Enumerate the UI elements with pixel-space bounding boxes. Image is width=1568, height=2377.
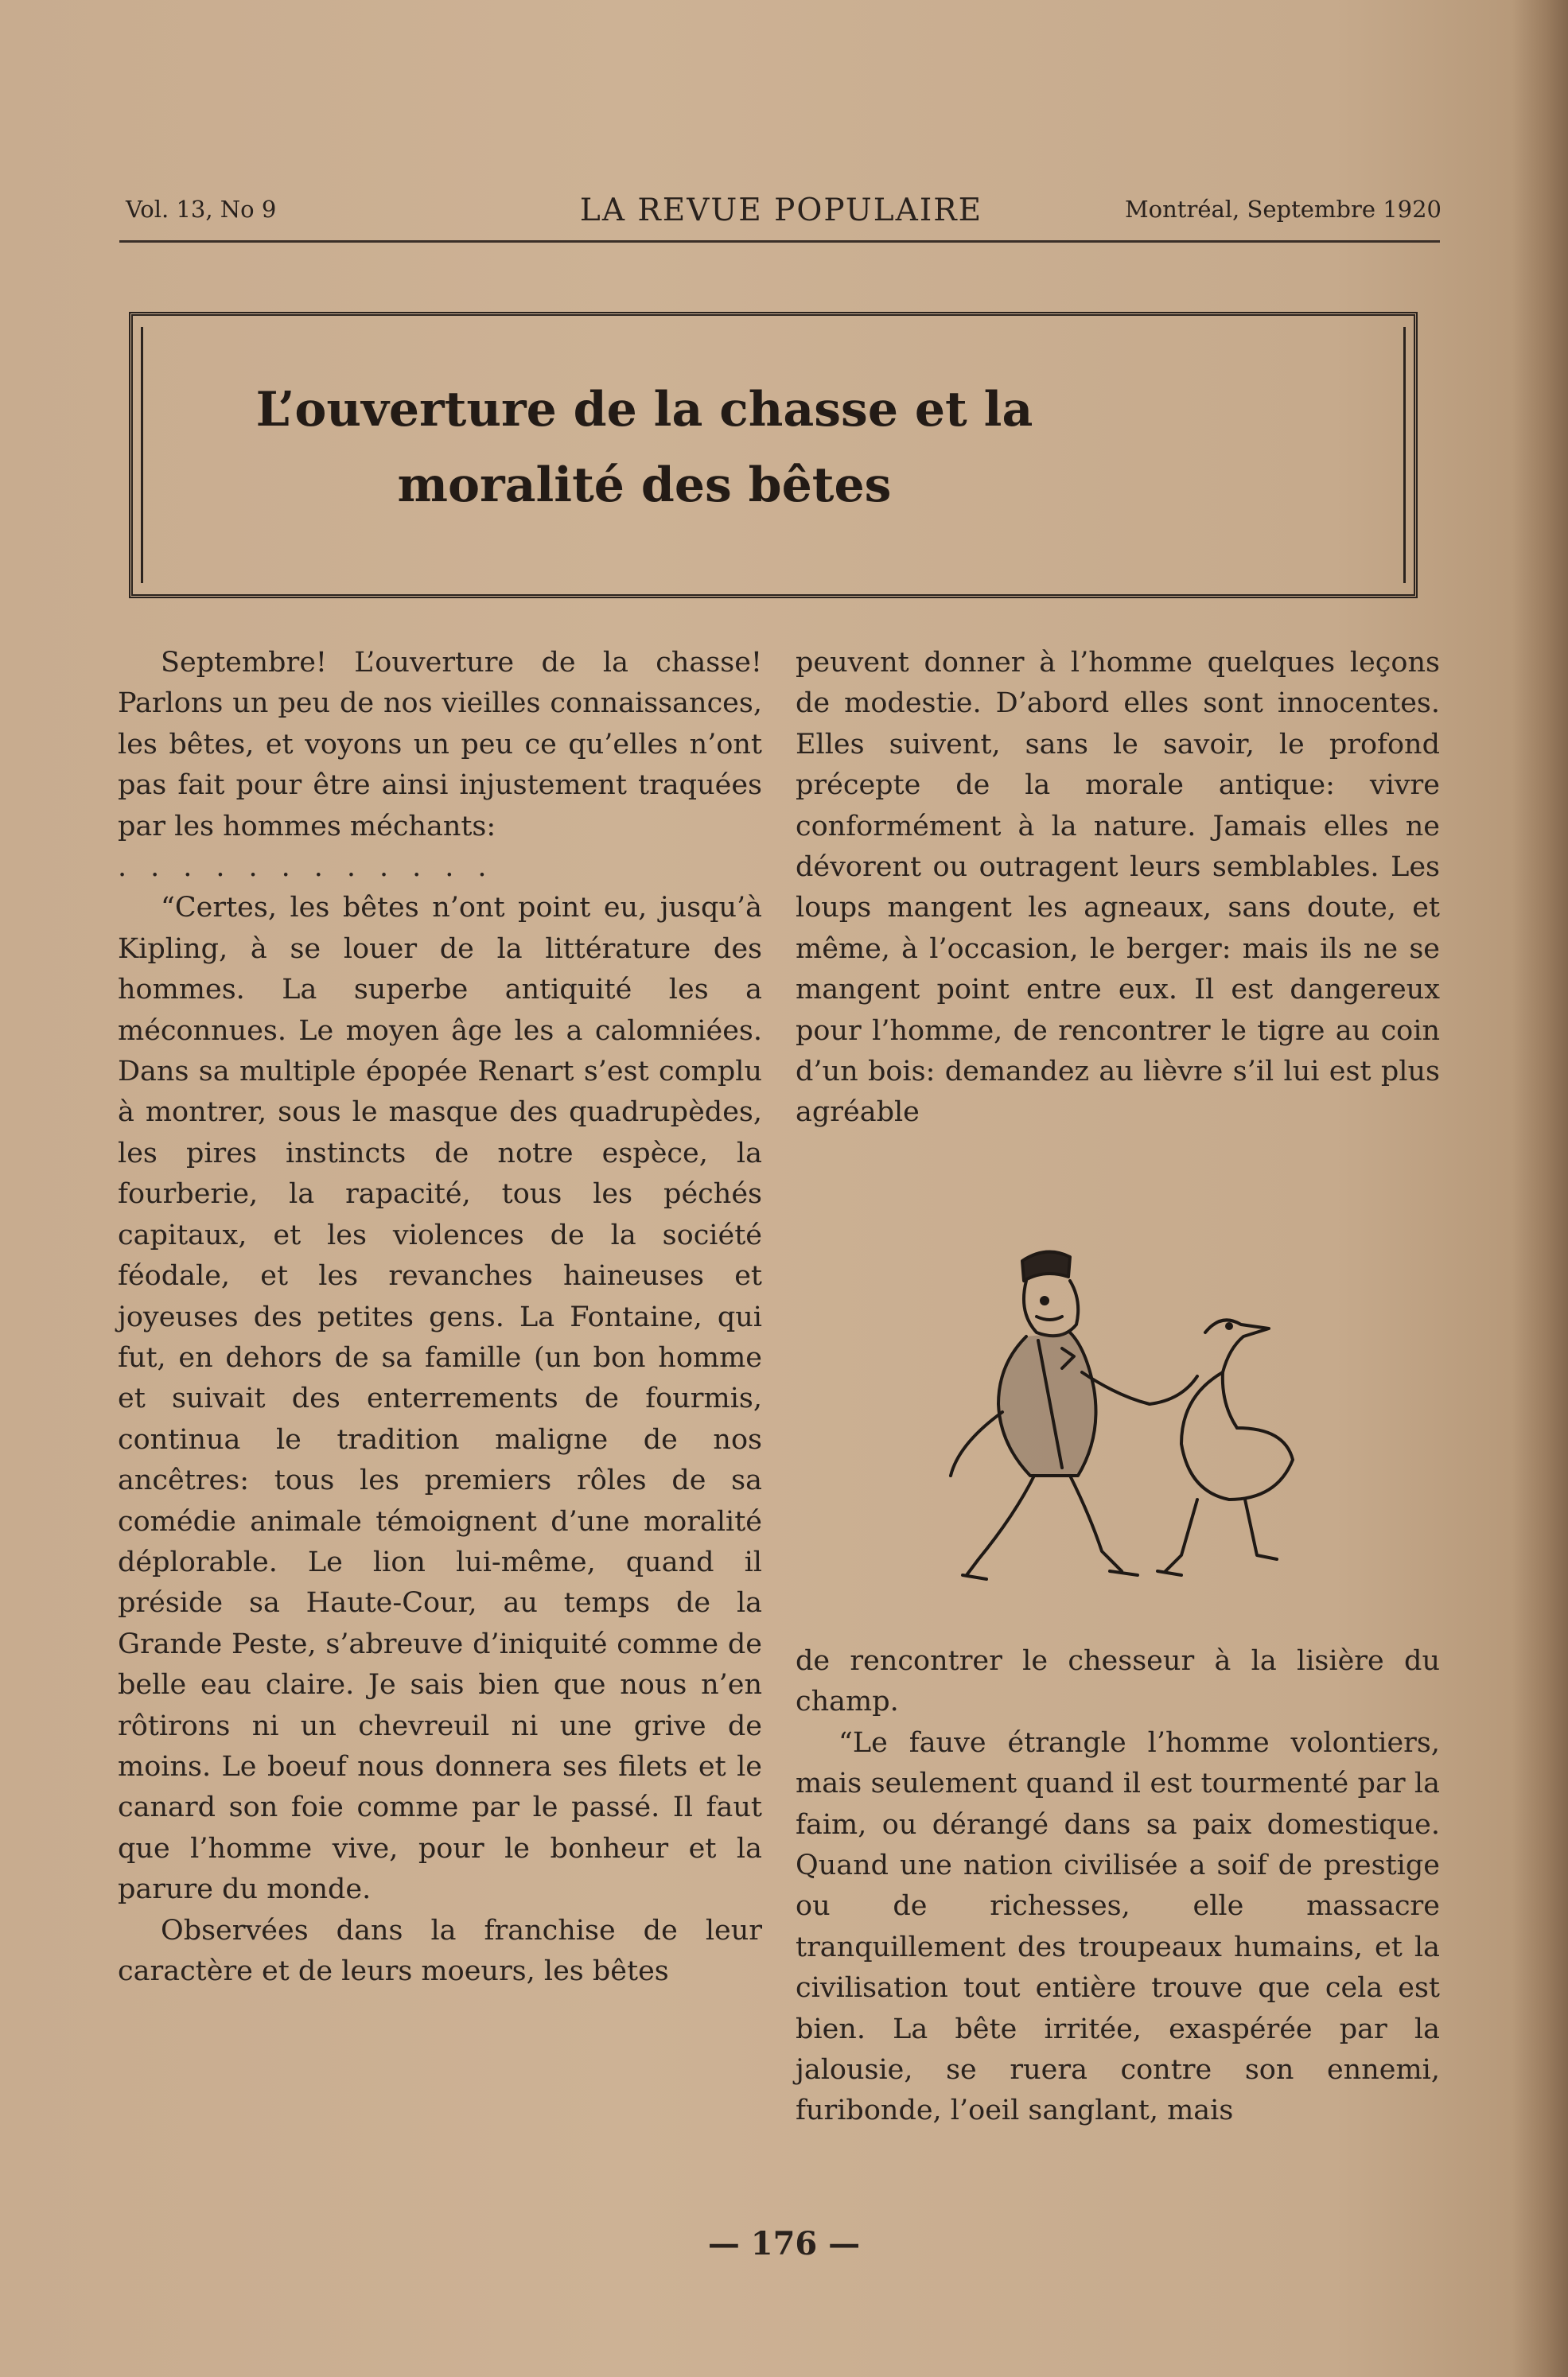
page-spine-shadow bbox=[1512, 0, 1568, 2377]
paragraph: Septembre! L’ouverture de la chasse! Parlons un peu de nos vieilles connaissances, les bêtes, et voyons un peu ce qu’elles n’ont pas fait pour être ainsi injustement traquées par les hommes méchants: bbox=[118, 647, 762, 842]
ellipsis-separator: ............ bbox=[118, 851, 511, 884]
publication-name: LA REVUE POPULAIRE bbox=[579, 193, 983, 228]
running-head bbox=[121, 193, 1442, 243]
running-head-rule bbox=[119, 240, 1440, 243]
hunter-and-goose-illustration bbox=[943, 1237, 1305, 1587]
title-frame-inner bbox=[141, 327, 1406, 583]
article-title-line-1: L’ouverture de la chasse et la bbox=[255, 382, 1033, 438]
issue-date: Montréal, Septembre 1920 bbox=[1124, 196, 1442, 223]
title-frame bbox=[129, 312, 1418, 598]
paragraph: Observées dans la franchise de leur caractère et de leurs moeurs, les bêtes bbox=[118, 1914, 762, 1987]
article-title-line-2: moralité des bêtes bbox=[397, 457, 892, 513]
paragraph: “Certes, les bêtes n’ont point eu, jusqu’à Kipling, à se louer de la littérature des hommes. La superbe antiquité les a méconnues. Le moyen âge les a calomniées. Dans sa multiple épopée Renart s’est complu à montrer, sous le masque des quadrupèdes, les pires instincts de notre espèce, la fourberie, la rapacité, tous les péchés capitaux, et les violences de la société féodale, et les revanches haineuses et joyeuses des petites gens. La Fontaine, qui fut, en dehors de sa famille (un bon homme et suivait des enterrements de fourmis, continua le tradition maligne de nos ancêtres: tous les premiers rôles de sa comédie animale témoignent d’une moralité déplorable. Le lion lui-même, quand il préside sa Haute-Cour, au temps de la Grande Peste, s’abreuve d’iniquité comme de belle eau claire. Je sais bien que nous n’en rôtirons ni un chevreuil ni une grive de moins. Le boeuf nous donnera ses filets et le canard son foie comme par le passé. Il faut que l’homme vive, pour le bonheur et la parure du monde. bbox=[118, 892, 762, 1906]
paragraph: de rencontrer le chesseur à la lisière du champ. bbox=[796, 1645, 1440, 1718]
left-column bbox=[118, 643, 762, 1992]
paragraph: peuvent donner à l’homme quelques leçons de modestie. D’abord elles sont innocentes. Elles suivent, sans le savoir, le profond précepte de la morale antique: vivre conformément à la nature. Jamais elles ne dévorent ou outragent leurs semblables. Les loups mangent les agneaux, sans doute, et même, à l’occasion, le berger: mais ils ne se mangent point entre eux. Il est dangereux pour l’homme, de rencontrer le tigre au coin d’un bois: demandez au lièvre s’il lui est plus agréable bbox=[796, 647, 1440, 1129]
right-column-bottom bbox=[796, 1641, 1440, 2132]
page-number: — 176 — bbox=[707, 2225, 861, 2262]
volume-number: Vol. 13, No 9 bbox=[126, 196, 277, 223]
right-column-top bbox=[796, 643, 1440, 1134]
paragraph: “Le fauve étrangle l’homme volontiers, mais seulement quand il est tourmenté par la faim, ou dérangé dans sa paix domestique. Quand une nation civilisée a soif de prestige ou de richesses, elle massacre tranquillement des troupeaux humains, et la civilisation tout entière trouve que cela est bien. La bête irritée, exaspérée par la jalousie, se ruera contre son ennemi, furibonde, l’oeil sanglant, mais bbox=[796, 1726, 1440, 2127]
